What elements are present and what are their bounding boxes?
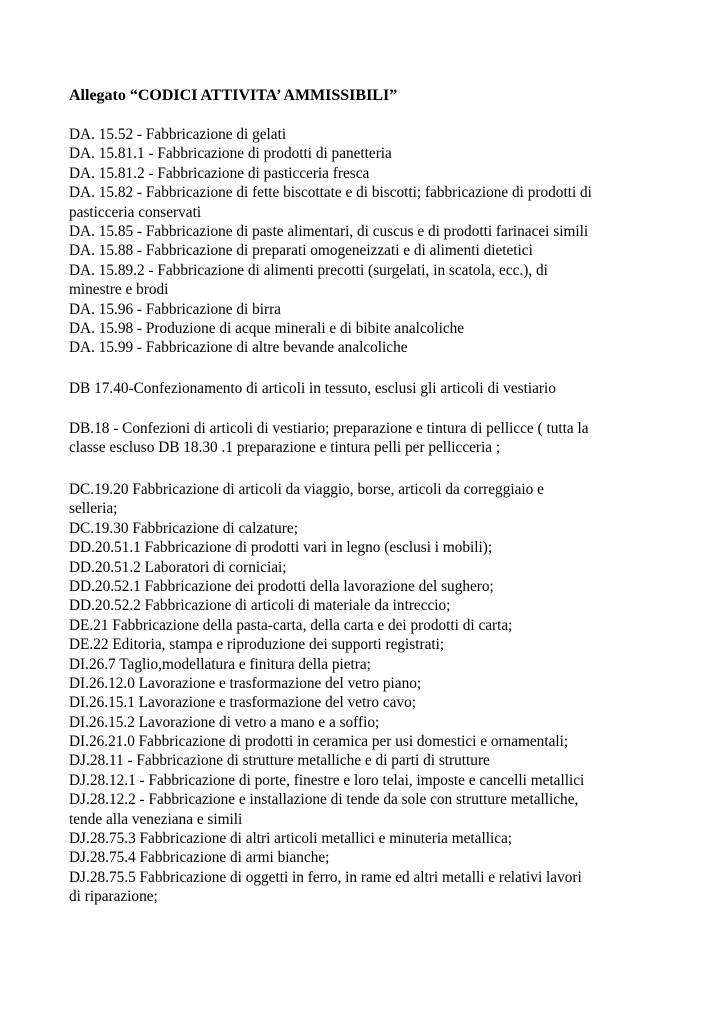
code-line: DB 17.40-Confezionamento di articoli in tessuto, esclusi gli articoli di vestiario [69, 380, 556, 397]
code-line: DA. 15.96 - Fabbricazione di birra [69, 300, 281, 318]
code-line: DA. 15.81.1 - Fabbricazione di prodotti di panetteria [69, 145, 392, 163]
code-line: DD.20.52.1 Fabbricazione dei prodotti della lavorazione del sughero; [69, 577, 494, 595]
code-line: DA. 15.89.2 - Fabbricazione di alimenti precotti (surgelati, in scatola, ecc.), di [69, 261, 548, 279]
document-title: Allegato “CODICI ATTIVITA’ AMMISSIBILI” [69, 87, 398, 104]
code-line: DJ.28.12.2 - Fabbricazione e installazione di tende da sole con strutture metalliche, [69, 791, 579, 809]
code-line: DJ.28.75.3 Fabbricazione di altri articoli metallici e minuteria metallica; [69, 830, 513, 848]
code-line: di riparazione; [69, 888, 158, 906]
code-line: DA. 15.52 - Fabbricazione di gelati [69, 126, 287, 143]
code-line: DA. 15.81.2 - Fabbricazione di pasticceria fresca [69, 164, 370, 182]
code-line: DA. 15.82 - Fabbricazione di fette biscottate e di biscotti; fabbricazione di prodotti di [69, 184, 592, 202]
code-line: selleria; [69, 500, 118, 518]
code-group-dc-dj [69, 480, 669, 907]
code-line: DC.19.20 Fabbricazione di articoli da viaggio, borse, articoli da correggiaio e [69, 481, 544, 498]
code-line: DD.20.51.2 Laboratori di corniciai; [69, 558, 287, 576]
code-line: DI.26.21.0 Fabbricazione di prodotti in ceramica per usi domestici e ornamentali; [69, 733, 569, 751]
code-line: DE.22 Editoria, stampa e riproduzione dei supporti registrati; [69, 636, 445, 654]
code-line: DE.21 Fabbricazione della pasta-carta, della carta e dei prodotti di carta; [69, 616, 513, 634]
code-line: DJ.28.75.4 Fabbricazione di armi bianche; [69, 849, 330, 867]
code-line: pasticceria conservati [69, 203, 202, 221]
code-line: DJ.28.12.1 - Fabbricazione di porte, finestre e loro telai, imposte e cancelli metallici [69, 771, 585, 789]
code-line: DA. 15.99 - Fabbricazione di altre bevande analcoliche [69, 339, 408, 357]
code-line: DD.20.51.1 Fabbricazione di prodotti vari in legno (esclusi i mobili); [69, 539, 493, 557]
code-line: DA. 15.85 - Fabbricazione di paste alimentari, di cuscus e di prodotti farinacei simili [69, 222, 589, 240]
code-line: DJ.28.11 - Fabbricazione di strutture metalliche e di parti di strutture [69, 752, 490, 770]
code-line: DI.26.12.0 Lavorazione e trasformazione del vetro piano; [69, 674, 422, 692]
code-line: DA. 15.88 - Fabbricazione di preparati omogeneizzati e di alimenti dietetici [69, 242, 533, 260]
code-line: DI.26.15.1 Lavorazione e trasformazione del vetro cavo; [69, 694, 417, 712]
code-line: classe escluso DB 18.30 .1 preparazione e tintura pelli per pellicceria ; [69, 439, 501, 457]
code-line: DI.26.7 Taglio,modellatura e finitura della pietra; [69, 655, 371, 673]
code-group-db18 [69, 419, 669, 458]
code-line: DA. 15.98 - Produzione di acque minerali e di bibite analcoliche [69, 319, 465, 337]
code-group-db17 [69, 379, 669, 398]
code-line: DD.20.52.2 Fabbricazione di articoli di materiale da intreccio; [69, 597, 451, 615]
code-line: tende alla veneziana e simili [69, 810, 243, 828]
code-line: DJ.28.75.5 Fabbricazione di oggetti in ferro, in rame ed altri metalli e relativi lavori [69, 868, 582, 886]
code-group-da [69, 125, 669, 358]
code-line: minestre e brodi [69, 281, 169, 299]
code-line: DC.19.30 Fabbricazione di calzature; [69, 519, 298, 537]
code-line: DI.26.15.2 Lavorazione di vetro a mano e a soffio; [69, 713, 380, 731]
code-line: DB.18 - Confezioni di articoli di vestiario; preparazione e tintura di pellicce ( tutta la [69, 420, 589, 437]
